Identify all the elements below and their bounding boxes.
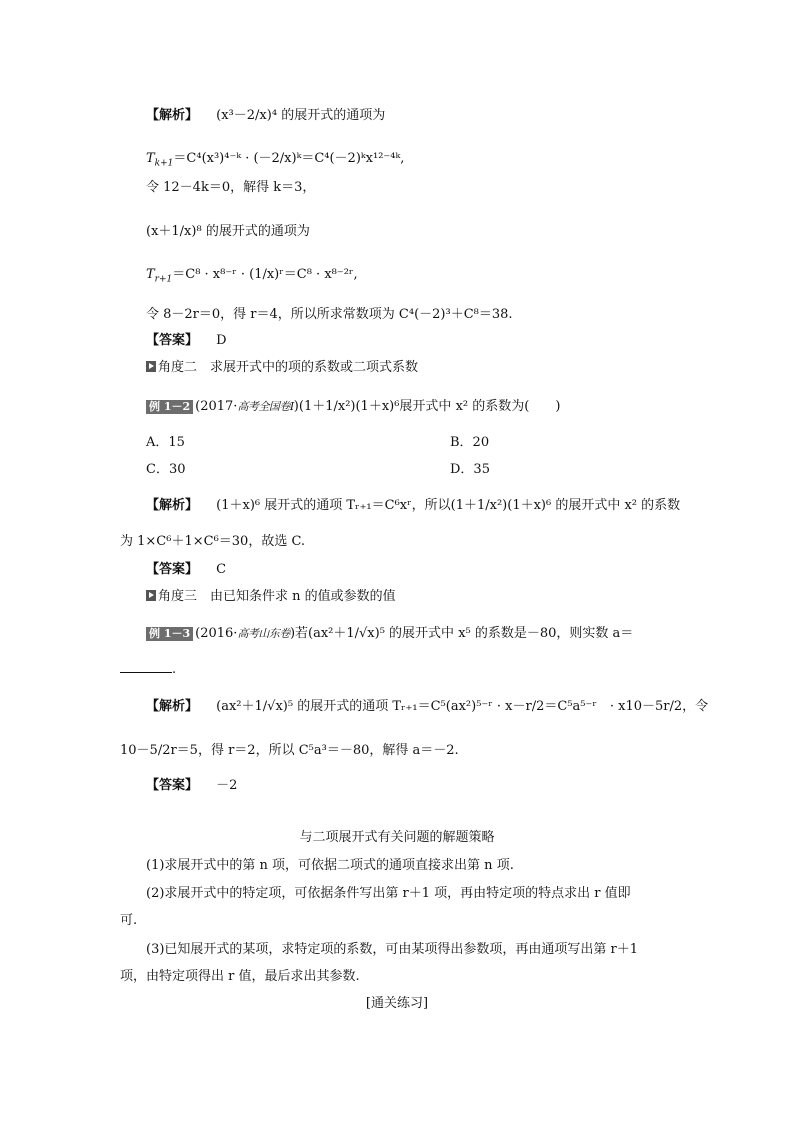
general-term-formula-2: $T_{r+1}=C^8$ · x⁸⁻ʳ · (1/x)ʳ＝C⁸ · x⁸⁻²ʳ, xyxy=(146,267,358,285)
answer-value: D xyxy=(216,333,227,348)
option-b: B．20 xyxy=(450,435,490,450)
answer-line-1 xyxy=(146,331,227,351)
example-1-2: 例 1－2 (2017·高考全国卷Ⅰ)(1＋1/x²)(1＋x)⁶展开式中 x² 的系数为( ) xyxy=(146,397,560,417)
practice-heading: [通关练习] xyxy=(365,996,429,1011)
angle-two-heading: 角度二 求展开式中的项的系数或二项式系数 xyxy=(146,358,418,378)
option-d: D．35 xyxy=(450,462,490,477)
analysis-line-2-cont: 为 1×C⁶＋1×C⁶＝30，故选 C. xyxy=(120,534,306,549)
strategy-2: (2)求展开式中的特定项，可依据条件写出第 r＋1 项，再由特定项的特点求出 r 值即 xyxy=(146,886,631,901)
analysis-tag: 【解析】 xyxy=(146,108,199,123)
angle-three-heading: 角度三 由已知条件求 n 的值或参数的值 xyxy=(146,587,396,607)
example-badge: 例 1－3 xyxy=(146,627,193,641)
answer-tag: 【答案】 xyxy=(146,333,199,348)
answer-blank xyxy=(120,660,172,673)
analysis-line-3: 【解析】 (ax²＋1/√x)⁵ 的展开式的通项 Tᵣ₊₁＝C⁵(ax²)⁵⁻ʳ · x－r/2＝C⁵a⁵⁻ʳ · x10－5r/2，令 xyxy=(146,699,709,714)
analysis-line-1 xyxy=(146,106,385,126)
option-c: C．30 xyxy=(146,462,186,477)
binomial-expression: (x³－2/x)⁴ xyxy=(216,108,278,123)
play-triangle-icon xyxy=(146,590,156,601)
play-triangle-icon xyxy=(146,361,156,372)
section-title: 与二项展开式有关问题的解题策略 xyxy=(299,830,495,845)
strategy-3: (3)已知展开式的某项，求特定项的系数，可由某项得出参数项，再由通项写出第 r＋1 xyxy=(146,942,639,957)
source-label: 高考山东卷 xyxy=(237,627,290,640)
constant-term-line: 令 8－2r＝0，得 r＝4，所以所求常数项为 C⁴(－2)³＋C⁸＝38. xyxy=(146,307,513,322)
solve-k-line: 令 12－4k＝0，解得 k＝3， xyxy=(146,180,316,195)
binomial-line-2: (x＋1/x)⁸ 的展开式的通项为 xyxy=(146,224,310,239)
analysis-text: 的展开式的通项为 xyxy=(281,108,386,123)
strategy-3-cont: 项，由特定项得出 r 值，最后求出其参数. xyxy=(120,969,360,984)
strategy-1: (1)求展开式中的第 n 项，可依据二项式的通项直接求出第 n 项. xyxy=(146,858,514,873)
option-a: A．15 xyxy=(146,435,185,450)
answer-line-2: 【答案】 C xyxy=(146,562,227,577)
answer-blank-line: . xyxy=(120,660,176,680)
answer-line-3: 【答案】 －2 xyxy=(146,778,238,793)
general-term-formula: $T_{k+1}=C^4(x^3)^{4-}ᵏ$ · (－2/x)ᵏ＝C⁴(－2)ᵏx¹²⁻⁴ᵏ, xyxy=(146,151,405,169)
binomial-expression-2: (x＋1/x)⁸ xyxy=(146,224,202,239)
source-label: 高考全国卷Ⅰ xyxy=(237,400,294,413)
analysis-line-3-cont: 10－5/2r＝5，得 r＝2，所以 C⁵a³＝－80，解得 a＝－2. xyxy=(120,743,459,758)
example-1-3: 例 1－3 (2016·高考山东卷)若(ax²＋1/√x)⁵ 的展开式中 x⁵ 的系数是－80，则实数 a＝ xyxy=(146,624,633,644)
analysis-line-2: 【解析】 (1＋x)⁶ 展开式的通项 Tᵣ₊₁＝C⁶xʳ，所以(1＋1/x²)(1＋x)⁶ 的展开式中 x² 的系数 xyxy=(146,498,681,513)
strategy-2-cont: 可. xyxy=(120,913,138,928)
example-badge: 例 1－2 xyxy=(146,400,193,414)
